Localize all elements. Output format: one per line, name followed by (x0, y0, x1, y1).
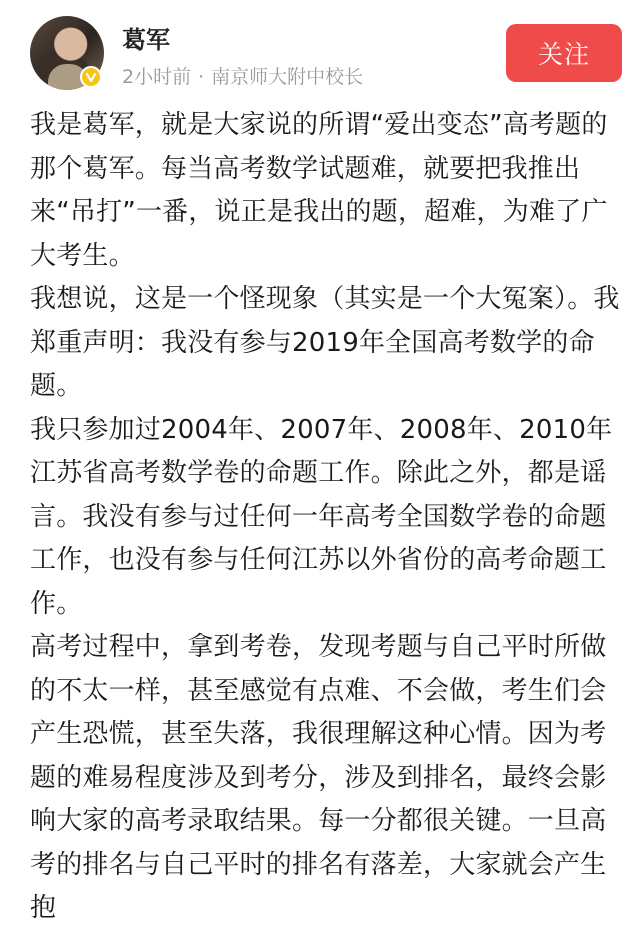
post-time: 2小时前 (122, 66, 192, 88)
post-header (0, 0, 640, 100)
follow-button[interactable]: 关注 (506, 24, 622, 82)
post-paragraph: 我只参加过2004年、2007年、2008年、2010年江苏省高考数学卷的命题工作。除此之外，都是谣言。我没有参与过任何一年高考全国数学卷的命题工作，也没有参与任何江苏以外省份的高考命题工作。 (30, 414, 613, 619)
post-meta (122, 62, 363, 89)
meta-separator: · (198, 66, 205, 88)
verified-badge-icon (80, 66, 102, 88)
post-paragraph: 高考过程中，拿到考卷，发现考题与自己平时所做的不太一样，甚至感觉有点难、不会做，考生们会产生恐慌，甚至失落，我很理解这种心情。因为考题的难易程度涉及到考分，涉及到排名，最终会影响大家的高考录取结果。每一分都很关键。一旦高考的排名与自己平时的排名有落差，大家就会产生抱 (30, 632, 607, 923)
author-title: 南京师大附中校长 (211, 66, 364, 88)
post-body (30, 104, 620, 931)
author-name[interactable]: 葛军 (122, 26, 170, 54)
v-icon (85, 71, 97, 83)
post-paragraph: 我想说，这是一个怪现象（其实是一个大冤案）。我郑重声明：我没有参与2019年全国高考数学的命题。 (30, 284, 620, 401)
post-paragraph: 我是葛军，就是大家说的所谓“爱出变态”高考题的那个葛军。每当高考数学试题难，就要把我推出来“吊打”一番，说正是我出的题，超难，为难了广大考生。 (30, 110, 608, 271)
